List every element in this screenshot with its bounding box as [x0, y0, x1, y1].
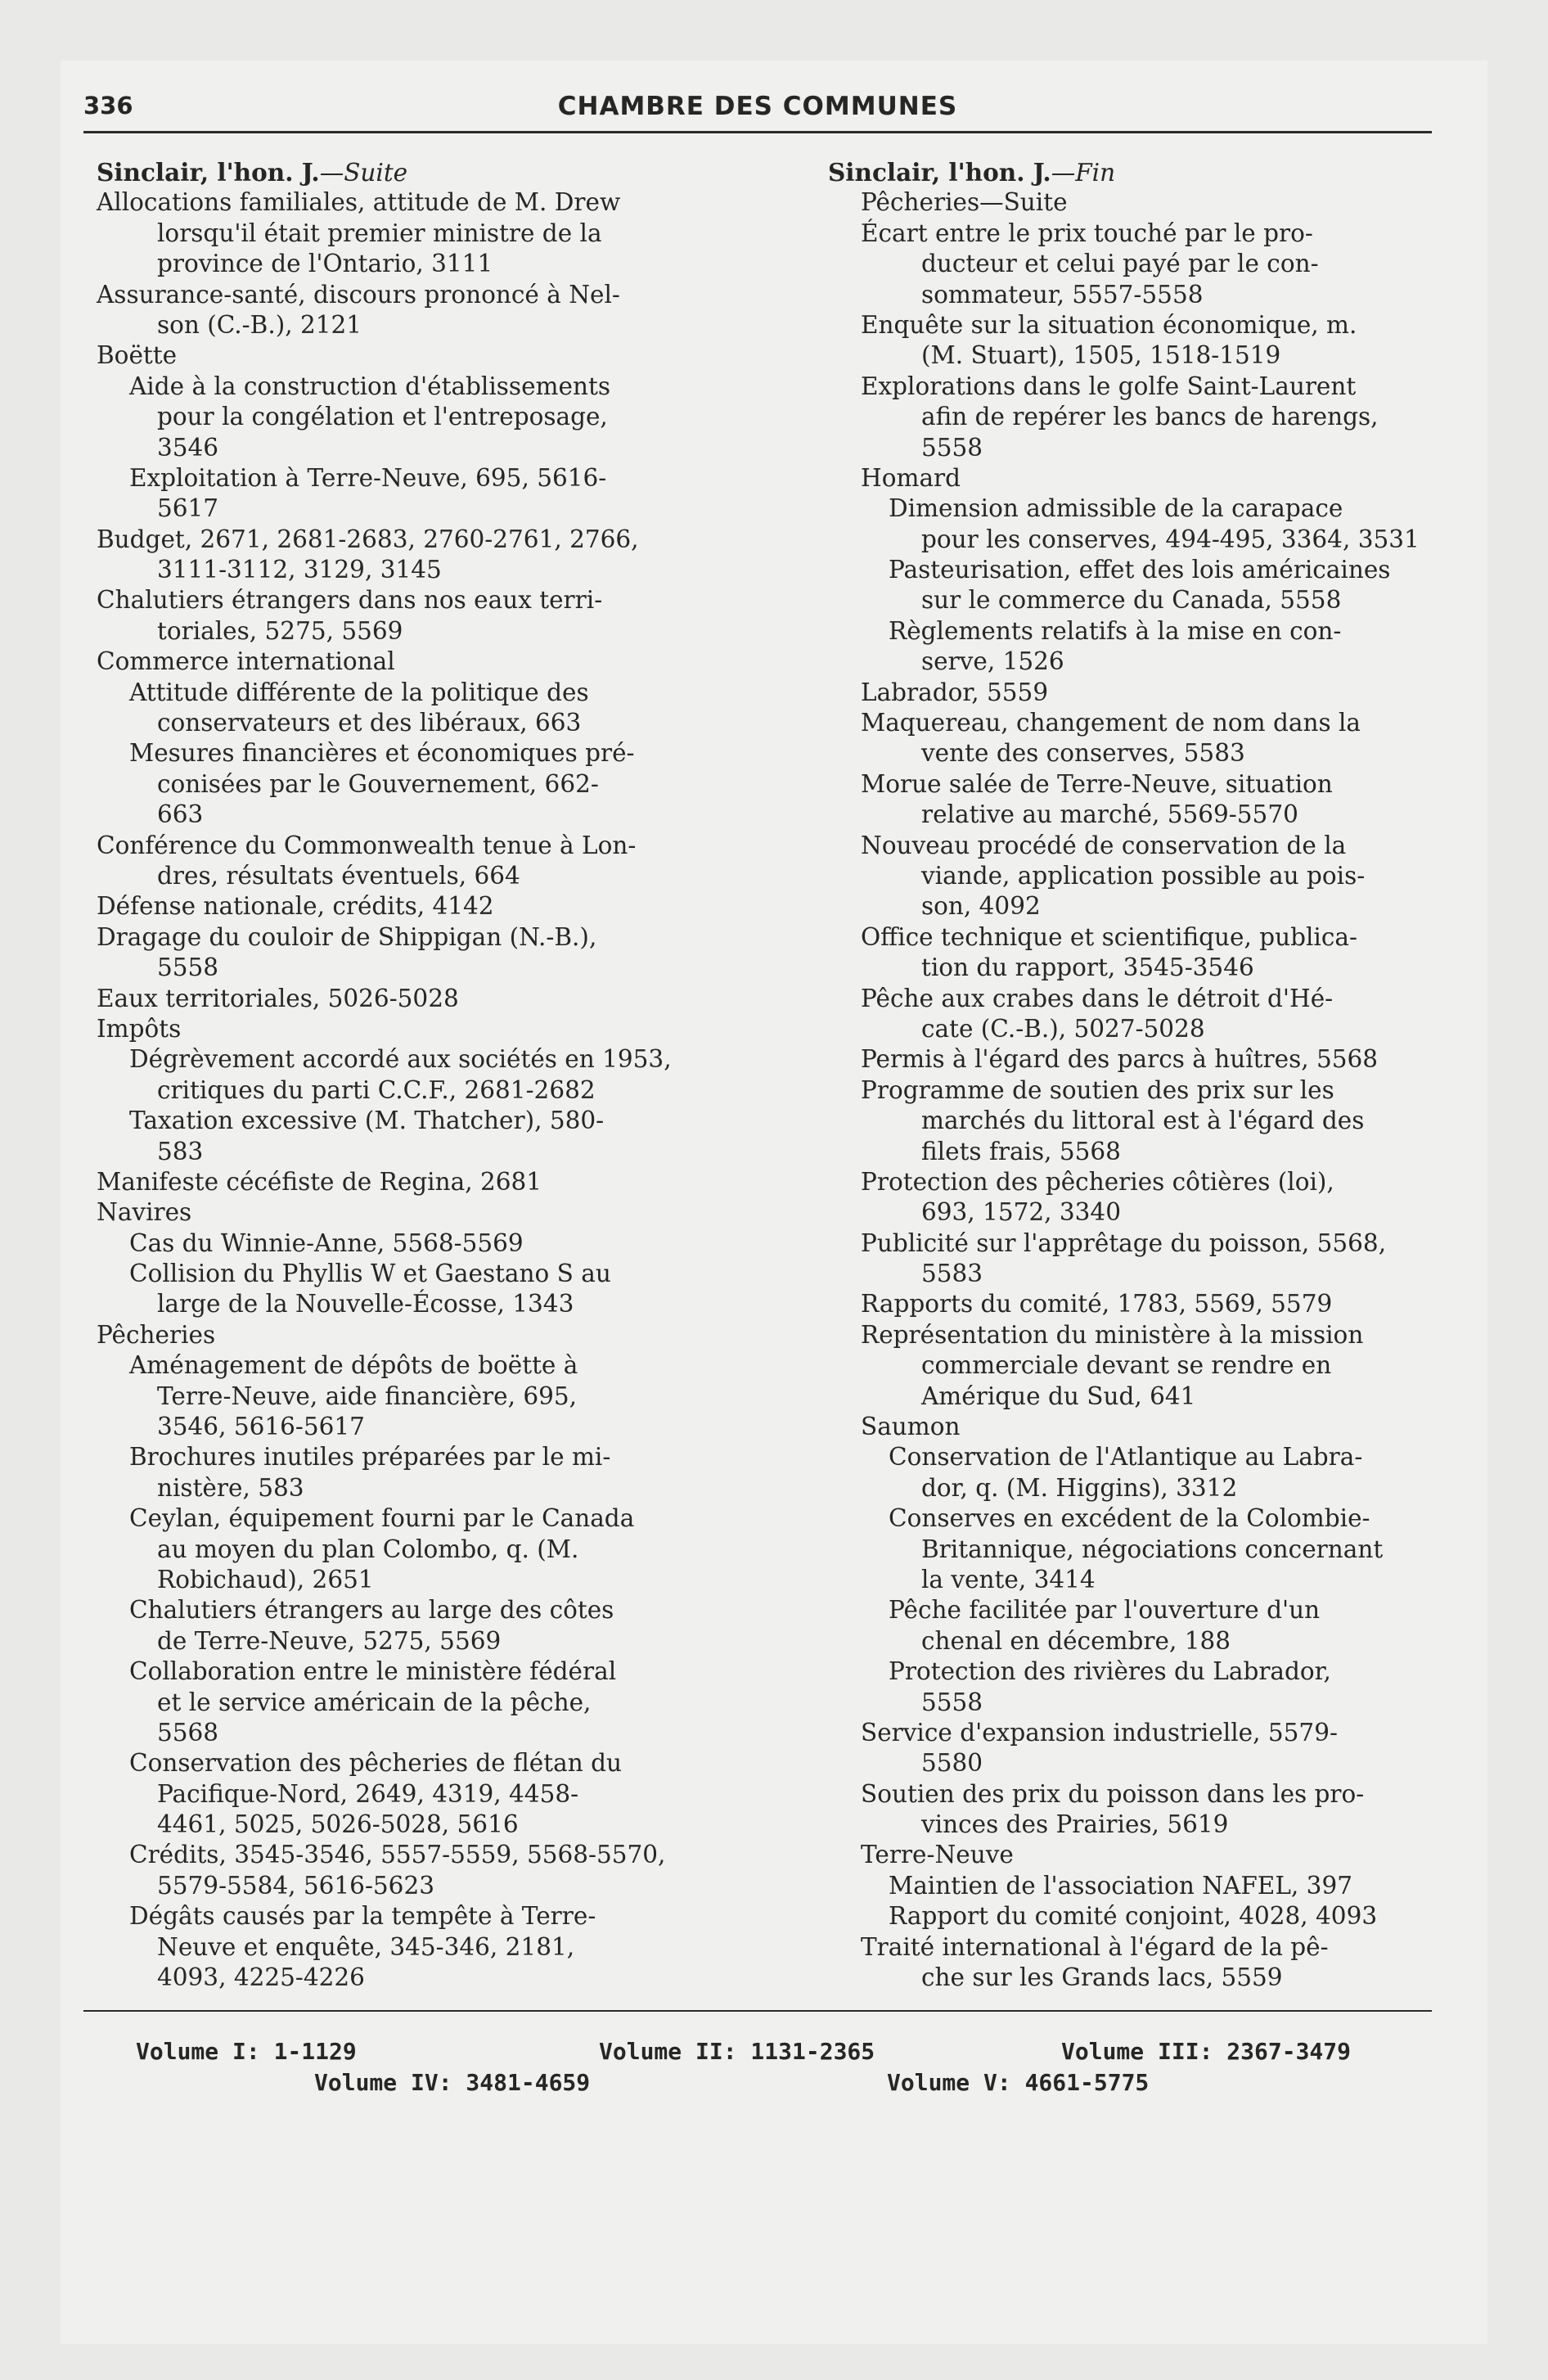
- index-entry-text: Collaboration entre le ministère fédéral: [129, 1657, 617, 1686]
- index-entry-line: [97, 340, 735, 371]
- index-entry-line: [828, 738, 1466, 769]
- index-entry-line: [828, 249, 1466, 279]
- index-entry-line: [828, 280, 1466, 310]
- index-entry-line: [97, 1718, 735, 1748]
- index-entry-line: [97, 1565, 735, 1595]
- index-entry-text: Brochures inutiles préparées par le mi-: [129, 1443, 611, 1472]
- index-entry-line: [828, 585, 1466, 615]
- index-entry-text: 5583: [921, 1260, 983, 1288]
- index-entry-line: [828, 1595, 1466, 1625]
- index-entry-text: commerciale devant se rendre en: [921, 1351, 1332, 1380]
- index-entry-line: [828, 1932, 1466, 1963]
- index-entry-line: [828, 922, 1466, 953]
- index-entry-text: filets frais, 5568: [921, 1137, 1121, 1165]
- index-entry-text: au moyen du plan Colombo, q. (M.: [157, 1535, 579, 1563]
- index-entry-line: [97, 219, 735, 249]
- index-entry-line: [97, 1442, 735, 1472]
- index-entry-line: [828, 1871, 1466, 1901]
- index-entry-line: [97, 1228, 735, 1259]
- index-entry-line: [828, 433, 1466, 463]
- index-entry-line: [828, 1320, 1466, 1350]
- index-entry-text: chenal en décembre, 188: [921, 1626, 1231, 1655]
- index-entry-text: Aide à la construction d'établissements: [129, 372, 610, 400]
- index-entry-text: Permis à l'égard des parcs à huîtres, 5568: [861, 1045, 1379, 1074]
- index-entry-line: [97, 1473, 735, 1503]
- volume-footer: [83, 2038, 1432, 2112]
- index-entry-line: [97, 1595, 735, 1625]
- index-entry-line: [97, 678, 735, 708]
- index-entry-line: [97, 463, 735, 494]
- index-entry-line: [97, 1810, 735, 1840]
- index-entry-line: [828, 1657, 1466, 1687]
- index-entry-line: [97, 1657, 735, 1687]
- index-entry-text: 3546, 5616-5617: [157, 1413, 365, 1441]
- index-entry-text: Protection des pêcheries côtières (loi),: [861, 1167, 1334, 1196]
- index-entry-line: [828, 494, 1466, 524]
- index-entry-text: Morue salée de Terre-Neuve, situation: [861, 769, 1333, 798]
- index-entry-line: [828, 1565, 1466, 1595]
- page-number: 336: [83, 92, 133, 119]
- index-entry-text: serve, 1526: [921, 647, 1064, 676]
- index-entry-text: sur le commerce du Canada, 5558: [921, 586, 1342, 615]
- index-entry-text: Boëtte: [97, 341, 178, 370]
- index-entry-text: Sinclair, l'hon. J.: [97, 158, 320, 187]
- page-header: [83, 92, 1432, 133]
- volume-range: Volume II: 1131-2365: [599, 2038, 875, 2065]
- index-entry-text: 583: [157, 1137, 204, 1165]
- index-entry-text: Terre-Neuve: [861, 1841, 1014, 1869]
- index-entry-line: [828, 1106, 1466, 1136]
- index-entry-line: [828, 1382, 1466, 1412]
- index-entry-line: [828, 1688, 1466, 1718]
- volume-range: Volume I: 1-1129: [136, 2038, 357, 2065]
- index-entry-text: Conserves en excédent de la Colombie-: [889, 1504, 1370, 1533]
- index-entry-text: Défense nationale, crédits, 4142: [97, 892, 494, 921]
- index-entry-text: Dégrèvement accordé aux sociétés en 1953,: [129, 1045, 672, 1074]
- continuation-marker: —Fin: [1051, 159, 1116, 187]
- index-entry-text: marchés du littoral est à l'égard des: [921, 1107, 1365, 1135]
- index-entry-line: [97, 1748, 735, 1778]
- index-entry-line: [97, 1259, 735, 1289]
- index-entry-text: 5558: [921, 1688, 983, 1716]
- index-entry-text: Écart entre le prix touché par le pro-: [861, 219, 1313, 247]
- index-entry-text: 5558: [921, 433, 983, 462]
- index-entry-line: [97, 310, 735, 340]
- index-entry-text: Commerce international: [97, 647, 395, 676]
- index-entry-text: Saumon: [861, 1413, 961, 1441]
- index-entry-text: nistère, 583: [157, 1473, 304, 1502]
- index-entry-line: [97, 187, 735, 218]
- index-entry-text: Manifeste cécéfiste de Regina, 2681: [97, 1167, 542, 1196]
- index-entry-line: [828, 310, 1466, 340]
- index-entry-line: [97, 1350, 735, 1381]
- index-entry-line: [97, 1503, 735, 1534]
- index-entry-text: Rapport du comité conjoint, 4028, 4093: [889, 1902, 1378, 1931]
- index-entry-line: [97, 249, 735, 279]
- index-entry-text: Cas du Winnie-Anne, 5568-5569: [129, 1228, 524, 1257]
- index-entry-line: [97, 953, 735, 983]
- index-entry-line: [828, 1137, 1466, 1167]
- index-entry-text: 663: [157, 800, 204, 829]
- index-entry-line: [97, 1963, 735, 1993]
- index-entry-text: Eaux territoriales, 5026-5028: [97, 984, 459, 1012]
- index-entry-line: [97, 1197, 735, 1228]
- index-entry-text: Amérique du Sud, 641: [921, 1382, 1196, 1410]
- index-entry-line: [97, 647, 735, 677]
- index-entry-text: sommateur, 5557-5558: [921, 280, 1204, 309]
- index-entry-text: viande, application possible au pois-: [921, 861, 1366, 890]
- index-entry-text: 5617: [157, 494, 219, 523]
- volume-range: Volume III: 2367-3479: [1061, 2038, 1352, 2065]
- index-entry-text: dres, résultats éventuels, 664: [157, 861, 520, 890]
- index-entry-line: [97, 1840, 735, 1870]
- index-entry-text: et le service américain de la pêche,: [157, 1688, 592, 1716]
- index-entry-text: 4093, 4225-4226: [157, 1963, 365, 1992]
- index-entry-text: Neuve et enquête, 345-346, 2181,: [157, 1932, 575, 1961]
- index-entry-text: vinces des Prairies, 5619: [921, 1810, 1229, 1839]
- index-entry-text: afin de repérer les bancs de harengs,: [921, 403, 1379, 431]
- index-entry-line: [828, 1167, 1466, 1197]
- index-entry-text: relative au marché, 5569-5570: [921, 800, 1298, 829]
- index-entry-text: Impôts: [97, 1014, 182, 1043]
- index-entry-line: [97, 494, 735, 524]
- index-entry-text: Conservation des pêcheries de flétan du: [129, 1749, 622, 1778]
- index-entry-text: pour les conserves, 494-495, 3364, 3531: [921, 525, 1420, 553]
- index-entry-text: Conférence du Commonwealth tenue à Lon-: [97, 831, 637, 859]
- index-entry-text: Explorations dans le golfe Saint-Laurent: [861, 372, 1357, 400]
- index-entry-line: [97, 984, 735, 1014]
- index-entry-line: [97, 616, 735, 647]
- index-entry-text: son, 4092: [921, 892, 1041, 921]
- index-entry-line: [97, 1779, 735, 1810]
- index-entry-text: Ceylan, équipement fourni par le Canada: [129, 1504, 635, 1533]
- index-entry-text: Collision du Phyllis W et Gaestano S au: [129, 1260, 611, 1288]
- index-entry-line: [97, 1044, 735, 1075]
- index-entry-text: la vente, 3414: [921, 1565, 1096, 1593]
- index-entry-line: [97, 1535, 735, 1565]
- index-entry-line: [828, 463, 1466, 494]
- index-entry-text: Pacifique-Nord, 2649, 4319, 4458-: [157, 1779, 579, 1808]
- index-entry-line: [97, 769, 735, 800]
- index-entry-line: [97, 800, 735, 830]
- index-entry-text: Dragage du couloir de Shippigan (N.-B.),: [97, 922, 597, 951]
- index-entry-line: [828, 402, 1466, 432]
- continuation-marker: —Suite: [319, 159, 408, 187]
- index-entry-text: Pêche aux crabes dans le détroit d'Hé-: [861, 984, 1334, 1012]
- index-entry-text: Robichaud), 2651: [157, 1565, 374, 1593]
- index-entry-line: [828, 555, 1466, 585]
- index-entry-line: [97, 402, 735, 432]
- index-entry-text: Crédits, 3545-3546, 5557-5559, 5568-5570,: [129, 1841, 666, 1869]
- index-entry-line: [828, 800, 1466, 830]
- index-entry-text: critiques du parti C.C.F., 2681-2682: [157, 1075, 596, 1104]
- index-entry-line: [97, 372, 735, 402]
- index-entry-text: Homard: [861, 463, 961, 492]
- index-entry-text: Taxation excessive (M. Thatcher), 580-: [129, 1107, 605, 1135]
- index-entry-text: Britannique, négociations concernant: [921, 1535, 1384, 1563]
- index-entry-text: Dimension admissible de la carapace: [889, 494, 1343, 523]
- index-entry-line: [828, 1044, 1466, 1075]
- index-entry-text: 5568: [157, 1718, 219, 1747]
- index-entry-text: Conservation de l'Atlantique au Labra-: [889, 1443, 1363, 1472]
- index-entry-line: [828, 340, 1466, 371]
- index-entry-line: [828, 769, 1466, 800]
- index-entry-line: [97, 738, 735, 769]
- index-entry-line: [828, 1718, 1466, 1748]
- index-entry-text: 5558: [157, 953, 219, 982]
- index-entry-line: [97, 1932, 735, 1963]
- index-entry-text: Dégâts causés par la tempête à Terre-: [129, 1902, 596, 1931]
- index-entry-line: [828, 891, 1466, 922]
- index-entry-text: toriales, 5275, 5569: [157, 616, 403, 645]
- index-entry-text: Attitude différente de la politique des: [129, 678, 589, 706]
- index-entry-text: Terre-Neuve, aide financière, 695,: [157, 1382, 578, 1410]
- index-entry-text: ducteur et celui payé par le con-: [921, 250, 1319, 278]
- index-entry-text: Représentation du ministère à la mission: [861, 1320, 1364, 1349]
- index-entry-text: (M. Stuart), 1505, 1518-1519: [921, 341, 1281, 370]
- index-entry-text: 5579-5584, 5616-5623: [157, 1871, 434, 1900]
- index-entry-text: Pêcheries—Suite: [861, 188, 1068, 217]
- index-entry-text: Pêcheries: [97, 1320, 216, 1349]
- index-entry-line: [828, 1840, 1466, 1870]
- index-entry-text: dor, q. (M. Higgins), 3312: [921, 1473, 1238, 1502]
- index-entry-text: Assurance-santé, discours prononcé à Nel-: [97, 280, 620, 309]
- index-entry-line: [828, 861, 1466, 891]
- index-entry-text: large de la Nouvelle-Écosse, 1343: [157, 1290, 574, 1318]
- index-entry-text: 3546: [157, 433, 219, 462]
- index-entry-line: [828, 678, 1466, 708]
- index-entry-text: Traité international à l'égard de la pê-: [861, 1932, 1329, 1961]
- index-entry-text: Exploitation à Terre-Neuve, 695, 5616-: [129, 463, 607, 492]
- index-entry-text: tion du rapport, 3545-3546: [921, 953, 1254, 982]
- index-entry-text: Soutien des prix du poisson dans les pro-: [861, 1779, 1365, 1808]
- index-entry-line: [828, 525, 1466, 555]
- index-entry-line: [828, 1289, 1466, 1319]
- index-entry-line: [828, 1412, 1466, 1442]
- index-entry-line: [828, 1350, 1466, 1381]
- index-entry-line: [828, 1473, 1466, 1503]
- index-entry-line: [828, 1626, 1466, 1657]
- index-entry-text: Règlements relatifs à la mise en con-: [889, 616, 1342, 645]
- index-entry-line: [828, 616, 1466, 647]
- index-entry-line: [97, 1871, 735, 1901]
- index-entry-text: 4461, 5025, 5026-5028, 5616: [157, 1810, 519, 1839]
- index-entry-line: [97, 1014, 735, 1044]
- index-entry-line: [828, 187, 1466, 218]
- index-entry-text: Office technique et scientifique, publica-: [861, 922, 1357, 951]
- index-entry-line: [97, 1289, 735, 1319]
- index-entry-text: lorsqu'il était premier ministre de la: [157, 219, 602, 247]
- index-entry-text: de Terre-Neuve, 5275, 5569: [157, 1626, 502, 1655]
- footer-rule: [83, 2010, 1432, 2012]
- index-entry-line: [97, 280, 735, 310]
- index-entry-line: [97, 1412, 735, 1442]
- index-entry-text: Chalutiers étrangers au large des côtes: [129, 1596, 614, 1625]
- volume-range: Volume IV: 3481-4659: [314, 2069, 591, 2096]
- index-entry-text: Maquereau, changement de nom dans la: [861, 709, 1361, 737]
- index-entry-text: Publicité sur l'apprêtage du poisson, 5568,: [861, 1228, 1387, 1257]
- index-entry-text: Nouveau procédé de conservation de la: [861, 831, 1347, 859]
- index-entry-line: [97, 585, 735, 615]
- index-entry-line: [828, 953, 1466, 983]
- index-entry-line: [97, 1320, 735, 1350]
- index-entry-line: [828, 1963, 1466, 1993]
- index-entry-line: [828, 1442, 1466, 1472]
- index-entry-line: [97, 1075, 735, 1106]
- index-entry-text: che sur les Grands lacs, 5559: [921, 1963, 1283, 1992]
- index-entry-text: Allocations familiales, attitude de M. Drew: [97, 188, 621, 217]
- index-entry-text: Service d'expansion industrielle, 5579-: [861, 1718, 1338, 1747]
- index-entry-line: [828, 1748, 1466, 1778]
- index-entry-text: 693, 1572, 3340: [921, 1198, 1121, 1227]
- index-entry-text: Navires: [97, 1198, 192, 1227]
- index-entry-line: [97, 1382, 735, 1412]
- index-entry-line: [97, 1688, 735, 1718]
- index-entry-text: Aménagement de dépôts de boëtte à: [129, 1351, 578, 1380]
- index-heading: [97, 157, 735, 187]
- index-entry-text: Maintien de l'association NAFEL, 397: [889, 1871, 1352, 1900]
- index-entry-line: [828, 1901, 1466, 1931]
- index-entry-text: Enquête sur la situation économique, m.: [861, 310, 1357, 339]
- index-entry-text: cate (C.-B.), 5027-5028: [921, 1014, 1205, 1043]
- index-entry-line: [97, 1137, 735, 1167]
- index-entry-text: Sinclair, l'hon. J.: [828, 158, 1051, 187]
- index-entry-text: Budget, 2671, 2681-2683, 2760-2761, 2766,: [97, 525, 639, 553]
- index-entry-text: vente des conserves, 5583: [921, 739, 1245, 768]
- index-entry-line: [97, 1106, 735, 1136]
- index-entry-line: [828, 1779, 1466, 1810]
- index-entry-line: [828, 647, 1466, 677]
- index-entry-text: Pêche facilitée par l'ouverture d'un: [889, 1596, 1321, 1625]
- index-entry-text: province de l'Ontario, 3111: [157, 250, 493, 278]
- index-entry-text: conisées par le Gouvernement, 662-: [157, 769, 599, 798]
- index-entry-line: [828, 831, 1466, 861]
- index-entry-line: [97, 525, 735, 555]
- index-entry-text: 3111-3112, 3129, 3145: [157, 556, 442, 584]
- index-entry-line: [828, 984, 1466, 1014]
- index-entry-line: [828, 1503, 1466, 1534]
- index-entry-line: [828, 1259, 1466, 1289]
- index-entry-line: [828, 372, 1466, 402]
- index-heading: [828, 157, 1466, 187]
- index-entry-line: [97, 1167, 735, 1197]
- index-entry-text: Mesures financières et économiques pré-: [129, 739, 635, 768]
- index-entry-line: [97, 1901, 735, 1931]
- index-entry-line: [828, 1197, 1466, 1228]
- index-entry-text: Programme de soutien des prix sur les: [861, 1075, 1334, 1104]
- index-column-left: [97, 157, 735, 1993]
- index-entry-line: [828, 708, 1466, 738]
- index-entry-line: [828, 1014, 1466, 1044]
- index-entry-text: Pasteurisation, effet des lois américaines: [889, 556, 1391, 584]
- index-entry-text: son (C.-B.), 2121: [157, 310, 362, 339]
- volume-range: Volume V: 4661-5775: [887, 2069, 1150, 2096]
- index-entry-line: [828, 1228, 1466, 1259]
- index-entry-line: [97, 922, 735, 953]
- index-entry-text: Protection des rivières du Labrador,: [889, 1657, 1331, 1686]
- index-entry-text: pour la congélation et l'entreposage,: [157, 403, 608, 431]
- index-entry-text: conservateurs et des libéraux, 663: [157, 709, 582, 737]
- index-entry-line: [97, 708, 735, 738]
- index-entry-line: [828, 1075, 1466, 1106]
- index-entry-line: [97, 1626, 735, 1657]
- index-entry-text: Chalutiers étrangers dans nos eaux terri-: [97, 586, 603, 615]
- index-entry-line: [97, 831, 735, 861]
- header-rule: [83, 131, 1432, 133]
- running-head: CHAMBRE DES COMMUNES: [557, 92, 958, 121]
- index-column-right: [828, 157, 1466, 1993]
- index-entry-line: [828, 1535, 1466, 1565]
- index-entry-line: [828, 219, 1466, 249]
- index-entry-text: Rapports du comité, 1783, 5569, 5579: [861, 1290, 1333, 1318]
- index-entry-line: [828, 1810, 1466, 1840]
- index-entry-line: [97, 891, 735, 922]
- index-entry-line: [97, 555, 735, 585]
- index-entry-text: Labrador, 5559: [861, 678, 1049, 706]
- index-entry-text: 5580: [921, 1749, 983, 1778]
- index-entry-line: [97, 861, 735, 891]
- index-entry-line: [97, 433, 735, 463]
